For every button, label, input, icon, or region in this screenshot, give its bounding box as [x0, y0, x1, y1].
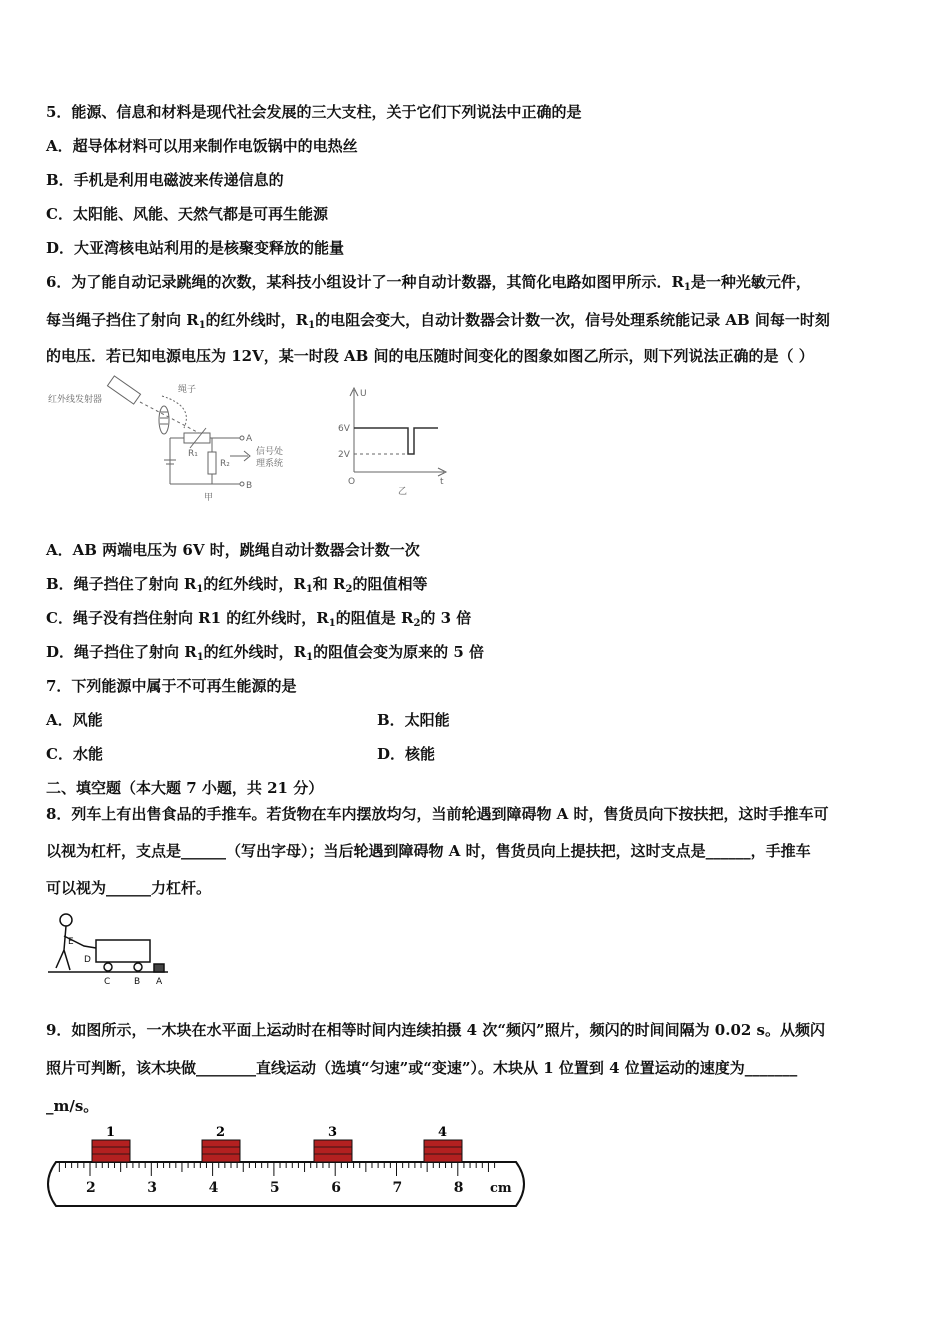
q6-stem-line3: 的电压．若已知电源电压为 12V，某一时段 AB 间的电压随时间变化的图象如图乙所示，则下列说法正确的是（ ） — [46, 347, 814, 365]
emitter-label: 红外线发射器 — [48, 395, 103, 405]
cart-body — [96, 940, 150, 962]
q5-stem: 5．能源、信息和材料是现代社会发展的三大支柱，关于它们下列说法中正确的是 — [46, 103, 582, 121]
cart-wheel-b — [134, 963, 142, 971]
q9-stem-line2: 照片可判断，该木块做________直线运动（选填“匀速”或“变速”）。木块从 1 位置到 4 位置运动的速度为_______ — [46, 1059, 798, 1077]
cart-wheel-c — [104, 963, 112, 971]
q9-ruler-figure — [42, 1124, 532, 1214]
q6-option-b: B．绳子挡住了射向 $R_1$的红外线时，$R_1$和 $R_2$的阻值相等 — [46, 575, 428, 595]
signal-label-1: 信号处 — [256, 447, 284, 457]
unit-label: cm — [490, 1181, 512, 1196]
point-d-label: D — [84, 955, 91, 965]
r1-label: R₁ — [188, 449, 198, 459]
r2-label: R₂ — [220, 459, 230, 469]
q6-voltage-graph — [334, 384, 454, 499]
ruler-scale-label: 7 — [392, 1180, 403, 1196]
terminal-a-label: A — [246, 434, 253, 444]
q8-cart-figure — [44, 910, 174, 990]
ruler-scale-label: 3 — [147, 1180, 158, 1196]
q8-stem-line2: 以视为杠杆，支点是______（写出字母）；当后轮遇到障碍物 A 时，售货员向上提扶把，这时支点是______，手推车 — [46, 842, 811, 860]
graph-6v-label: 6V — [338, 424, 350, 434]
rope-icon — [159, 406, 169, 434]
obstacle-a — [154, 964, 164, 972]
wood-block-2 — [202, 1125, 240, 1162]
signal-label-2: 理系统 — [256, 459, 284, 469]
rope-label: 绳子 — [178, 385, 197, 395]
q8-stem-line1: 8．列车上有出售食品的手推车。若货物在车内摆放均匀，当前轮遇到障碍物 A 时，售货员向下按扶把，这时手推车可 — [46, 805, 829, 823]
graph-t-label: t — [440, 477, 444, 487]
q7-option-a: A．风能 — [46, 711, 103, 729]
q7-stem: 7．下列能源中属于不可再生能源的是 — [46, 677, 297, 695]
point-c-label: C — [104, 977, 111, 987]
q6-option-c: C．绳子没有挡住射向 R1 的红外线时，$R_1$的阻值是 $R_2$的 3 倍 — [46, 609, 472, 629]
q5-option-d: D．大亚湾核电站利用的是核聚变释放的能量 — [46, 239, 345, 257]
q5-option-b: B．手机是利用电磁波来传递信息的 — [46, 171, 284, 189]
q6-circuit-figure — [44, 378, 314, 503]
figure-jia-label: 甲 — [204, 493, 214, 503]
point-e-label: E — [68, 937, 74, 947]
block-number-label: 3 — [328, 1125, 338, 1140]
graph-origin-label: O — [348, 477, 356, 487]
figure-yi-label: 乙 — [398, 487, 408, 497]
ruler-scale-label: 5 — [269, 1180, 280, 1196]
q6-stem-line1: 6．为了能自动记录跳绳的次数，某科技小组设计了一种自动计数器，其简化电路如图甲所示．$R_1$是一种光敏元件， — [46, 273, 811, 293]
point-a-label: A — [156, 977, 163, 987]
ruler-scale-label: 2 — [86, 1180, 96, 1196]
wood-block-3 — [314, 1125, 352, 1162]
wood-block-4 — [424, 1125, 462, 1162]
block-number-label: 1 — [106, 1125, 116, 1140]
arrow-right-icon — [230, 451, 250, 461]
ruler-scale-label: 8 — [453, 1180, 464, 1196]
q5-option-c: C．太阳能、风能、天然气都是可再生能源 — [46, 205, 328, 223]
q6-stem-line2: 每当绳子挡住了射向 $R_1$的红外线时，$R_1$的电阻会变大，自动计数器会计数一次，信号处理系统能记录 AB 间每一时刻 — [46, 311, 830, 331]
graph-2v-label: 2V — [338, 450, 350, 460]
q7-option-b: B．太阳能 — [377, 711, 450, 729]
ruler-scale-label: 4 — [208, 1180, 219, 1196]
voltage-line — [354, 428, 438, 454]
wood-block-1 — [92, 1125, 130, 1162]
q7-option-d: D．核能 — [377, 745, 436, 763]
q9-stem-line3: _m/s。 — [46, 1097, 99, 1115]
r2-resistor — [208, 452, 216, 474]
ruler-outline — [48, 1162, 524, 1206]
q7-option-c: C．水能 — [46, 745, 103, 763]
infrared-emitter-icon — [107, 376, 140, 404]
q9-stem-line1: 9．如图所示，一木块在水平面上运动时在相等时间内连续拍摄 4 次“频闪”照片，频闪的时间间隔为 0.02 s。从频闪 — [46, 1021, 826, 1039]
graph-u-label: U — [360, 389, 367, 399]
r1-resistor — [184, 433, 210, 443]
q5-option-a: A．超导体材料可以用来制作电饭锅中的电热丝 — [46, 137, 358, 155]
person-head-icon — [60, 914, 72, 926]
ruler-scale-label: 6 — [331, 1180, 341, 1196]
block-number-label: 2 — [216, 1125, 226, 1140]
block-number-label: 4 — [438, 1125, 448, 1140]
q6-option-d: D．绳子挡住了射向 $R_1$的红外线时，$R_1$的阻值会变为原来的 5 倍 — [46, 643, 484, 663]
q6-option-a: A．AB 两端电压为 6V 时，跳绳自动计数器会计数一次 — [46, 541, 420, 559]
q8-stem-line3: 可以视为______力杠杆。 — [46, 879, 212, 897]
terminal-b-label: B — [246, 481, 253, 491]
point-b-label: B — [134, 977, 141, 987]
section-title: 二、填空题（本大题 7 小题，共 21 分） — [46, 779, 324, 797]
